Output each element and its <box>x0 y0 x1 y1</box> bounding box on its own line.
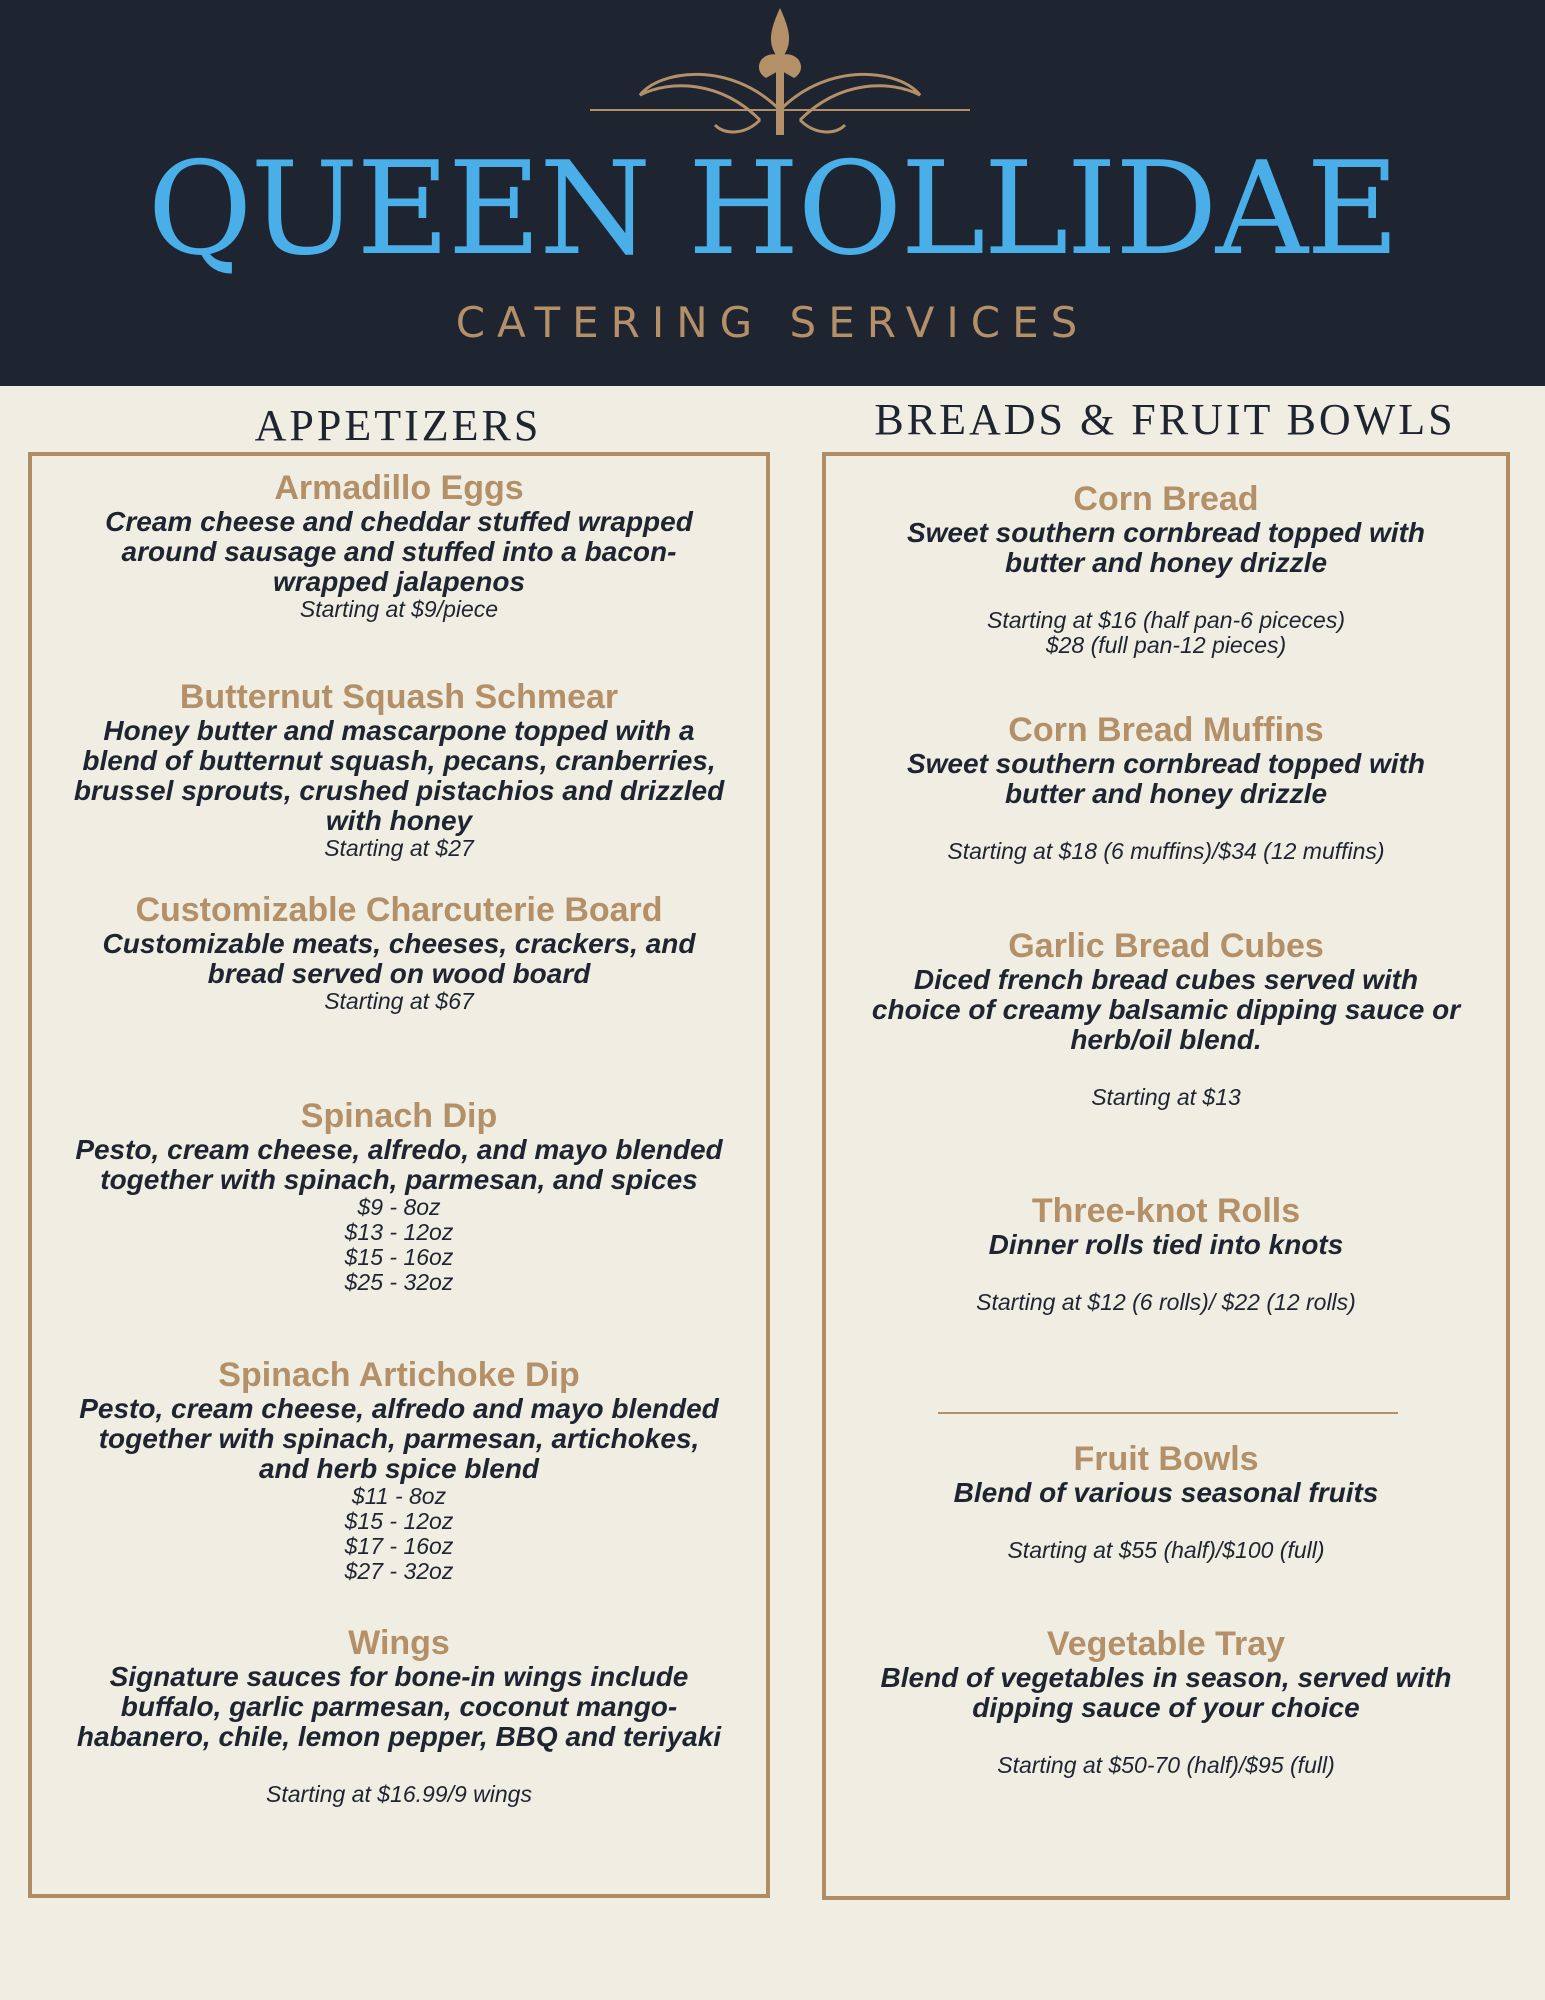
item-price: $15 - 12oz <box>344 1508 454 1534</box>
item-name: Fruit Bowls <box>1073 1440 1259 1478</box>
item-price: Starting at $18 (6 muffins)/$34 (12 muffins) <box>947 838 1385 864</box>
item-price: Starting at $13 <box>1091 1084 1241 1110</box>
item-description: Dinner rolls tied into knots <box>988 1229 1344 1260</box>
item-name: Three-knot Rolls <box>1031 1192 1301 1230</box>
item-description: Pesto, cream cheese, alfredo, and mayo blended together with spinach, parmesan, and spices <box>75 1134 723 1195</box>
menu-item <box>32 678 766 861</box>
item-name: Spinach Artichoke Dip <box>218 1356 580 1394</box>
item-description: Sweet southern cornbread topped with butter and honey drizzle <box>906 748 1426 809</box>
item-name: Wings <box>348 1624 450 1662</box>
item-price: Starting at $27 <box>324 835 474 861</box>
item-description: Blend of vegetables in season, served with dipping sauce of your choice <box>880 1662 1452 1723</box>
breads-panel <box>822 452 1510 1900</box>
menu-item <box>32 469 766 622</box>
menu-item <box>826 1440 1506 1563</box>
item-price: $13 - 12oz <box>344 1219 454 1245</box>
item-price: $15 - 16oz <box>344 1244 454 1270</box>
item-description: Diced french bread cubes served with choice of creamy balsamic dipping sauce or herb/oil blend. <box>871 964 1461 1055</box>
menu-item <box>826 927 1506 1110</box>
item-name: Garlic Bread Cubes <box>1008 927 1324 965</box>
menu-item <box>826 1192 1506 1315</box>
item-description: Cream cheese and cheddar stuffed wrapped around sausage and stuffed into a bacon-wrapped jalapenos <box>105 506 693 597</box>
item-description: Honey butter and mascarpone topped with a blend of butternut squash, pecans, cranberries, brussel sprouts, crushed pistachios and drizzled with honey <box>73 715 725 836</box>
item-price: $17 - 16oz <box>344 1533 454 1559</box>
menu-item <box>826 711 1506 864</box>
section-divider <box>938 1412 1398 1414</box>
item-name: Armadillo Eggs <box>274 469 524 507</box>
item-price: $25 - 32oz <box>344 1269 454 1295</box>
item-description: Sweet southern cornbread topped with butter and honey drizzle <box>906 517 1426 578</box>
item-price: $11 - 8oz <box>351 1483 447 1509</box>
item-name: Vegetable Tray <box>1046 1625 1286 1663</box>
item-price: $28 (full pan-12 pieces) <box>1045 632 1287 658</box>
header-banner <box>0 0 1545 386</box>
menu-item <box>32 891 766 1014</box>
item-description: Pesto, cream cheese, alfredo and mayo blended together with spinach, parmesan, artichokes, and herb spice blend <box>79 1393 719 1484</box>
item-name: Corn Bread <box>1073 480 1259 518</box>
menu-item <box>32 1097 766 1295</box>
item-price: $27 - 32oz <box>344 1558 454 1584</box>
menu-item <box>826 480 1506 658</box>
breads-title: BREADS & FRUIT BOWLS <box>874 395 1456 444</box>
item-price: $9 - 8oz <box>357 1194 441 1220</box>
item-description: Customizable meats, cheeses, crackers, and bread served on wood board <box>102 928 696 989</box>
brand-subtitle: CATERING SERVICES <box>455 298 1090 347</box>
item-description: Blend of various seasonal fruits <box>953 1477 1379 1508</box>
item-price: Starting at $9/piece <box>299 596 499 622</box>
item-price: Starting at $50-70 (half)/$95 (full) <box>997 1752 1335 1778</box>
brand-name: QUEEN HOLLIDAE <box>147 135 1398 284</box>
item-description: Signature sauces for bone-in wings include buffalo, garlic parmesan, coconut mango-habanero, chile, lemon pepper, BBQ and teriyaki <box>76 1661 722 1752</box>
item-name: Spinach Dip <box>300 1097 498 1135</box>
menu-item <box>32 1356 766 1584</box>
item-price: Starting at $16 (half pan-6 piceces) <box>987 607 1345 633</box>
appetizers-panel <box>28 452 770 1898</box>
appetizers-title: APPETIZERS <box>254 401 542 450</box>
item-price: Starting at $16.99/9 wings <box>266 1781 532 1807</box>
item-name: Customizable Charcuterie Board <box>135 891 663 929</box>
menu-item <box>826 1625 1506 1778</box>
item-price: Starting at $55 (half)/$100 (full) <box>1007 1537 1325 1563</box>
menu-item <box>32 1624 766 1807</box>
item-price: Starting at $12 (6 rolls)/ $22 (12 rolls) <box>976 1289 1356 1315</box>
fleur-de-lis-ornament-icon <box>530 0 1030 150</box>
item-name: Corn Bread Muffins <box>1008 711 1324 749</box>
item-name: Butternut Squash Schmear <box>179 678 619 716</box>
item-price: Starting at $67 <box>324 988 474 1014</box>
